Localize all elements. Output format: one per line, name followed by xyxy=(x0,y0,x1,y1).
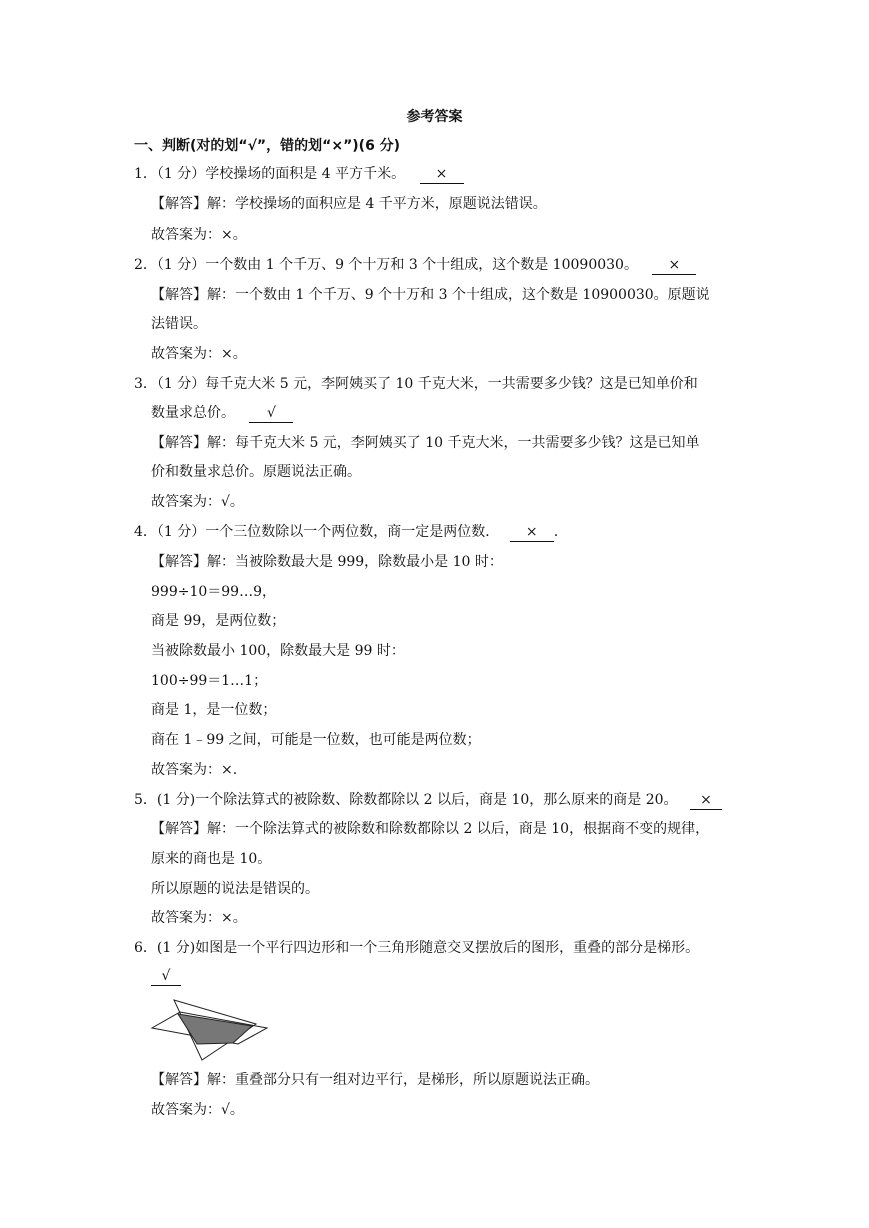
question-3-answer: √ xyxy=(249,404,293,423)
question-1-conclusion: 故答案为：×。 xyxy=(151,227,247,243)
question-4-analysis-line4: 当被除数最小 100，除数最大是 99 时： xyxy=(151,643,405,659)
question-4-analysis-line7: 商在 1﹣99 之间，可能是一位数，也可能是两位数； xyxy=(151,732,481,748)
question-3-analysis-line2: 价和数量求总价。原题说法正确。 xyxy=(151,464,361,480)
question-4-analysis-line3: 商是 99，是两位数； xyxy=(151,613,286,629)
question-4-tail: . xyxy=(553,524,559,540)
question-4-analysis-line6: 商是 1，是一位数； xyxy=(151,702,277,718)
question-6-text: 6．(1 分)如图是一个平行四边形和一个三角形随意交叉摆放后的图形，重叠的部分是梯形。 xyxy=(134,940,700,956)
question-2-answer: × xyxy=(652,256,696,275)
question-5-answer: × xyxy=(690,791,722,810)
question-4-analysis-line5: 100÷99＝1…1； xyxy=(151,673,268,689)
question-1-text: 1．（1 分）学校操场的面积是 4 平方千米。 xyxy=(134,166,406,182)
question-3-text: 数量求总价。 xyxy=(151,405,235,421)
question-5-text: 5．(1 分)一个除法算式的被除数、除数都除以 2 以后，商是 10，那么原来的商是 20。 xyxy=(134,792,678,808)
question-4-conclusion: 故答案为：×. xyxy=(151,762,238,778)
question-2-analysis-line1: 【解答】解：一个数由 1 个千万、9 个十万和 3 个十组成，这个数是 10900030。原题说 xyxy=(151,287,710,303)
section-heading: 一、判断(对的划“√”，错的划“×”)(6 分) xyxy=(134,138,401,154)
question-4-analysis-line1: 【解答】解：当被除数最大是 999，除数最小是 10 时： xyxy=(151,554,503,570)
question-2-conclusion: 故答案为：×。 xyxy=(151,346,247,362)
question-6-analysis: 【解答】解：重叠部分只有一组对边平行，是梯形，所以原题说法正确。 xyxy=(151,1072,599,1088)
question-4-analysis-line2: 999÷10＝99…9， xyxy=(151,584,276,600)
question-1-analysis: 【解答】解：学校操场的面积应是 4 千平方米，原题说法错误。 xyxy=(151,196,547,212)
question-5-analysis-line2: 原来的商也是 10。 xyxy=(151,851,272,867)
question-2 xyxy=(134,255,696,275)
question-6-answer: √ xyxy=(151,967,181,986)
question-1-answer: × xyxy=(420,165,464,184)
question-3-line2 xyxy=(151,403,293,423)
question-6-answer-line xyxy=(151,966,181,986)
question-6-conclusion: 故答案为：√。 xyxy=(151,1102,244,1118)
question-4 xyxy=(134,522,558,542)
question-1 xyxy=(134,164,464,184)
question-2-analysis-line2: 法错误。 xyxy=(151,316,207,332)
question-3-analysis-line1: 【解答】解：每千克大米 5 元，李阿姨买了 10 千克大米，一共需要多少钱？这是已知单 xyxy=(151,435,700,451)
question-5-analysis-line1: 【解答】解：一个除法算式的被除数和除数都除以 2 以后，商是 10，根据商不变的规律， xyxy=(151,821,710,837)
question-5-analysis-line3: 所以原题的说法是错误的。 xyxy=(151,881,319,897)
question-5 xyxy=(134,790,722,810)
question-5-conclusion: 故答案为：×。 xyxy=(151,910,247,926)
page-title: 参考答案 xyxy=(406,109,463,125)
question-4-answer: × xyxy=(510,523,554,542)
question-3-line1: 3．（1 分）每千克大米 5 元，李阿姨买了 10 千克大米，一共需要多少钱？这是已知单价和 xyxy=(134,376,698,392)
question-3-conclusion: 故答案为：√。 xyxy=(151,494,244,510)
question-2-text: 2．（1 分）一个数由 1 个千万、9 个十万和 3 个十组成，这个数是 10090030。 xyxy=(134,257,638,273)
question-4-text: 4．（1 分）一个三位数除以一个两位数，商一定是两位数． xyxy=(134,524,500,540)
parallelogram-triangle-figure xyxy=(150,994,268,1062)
